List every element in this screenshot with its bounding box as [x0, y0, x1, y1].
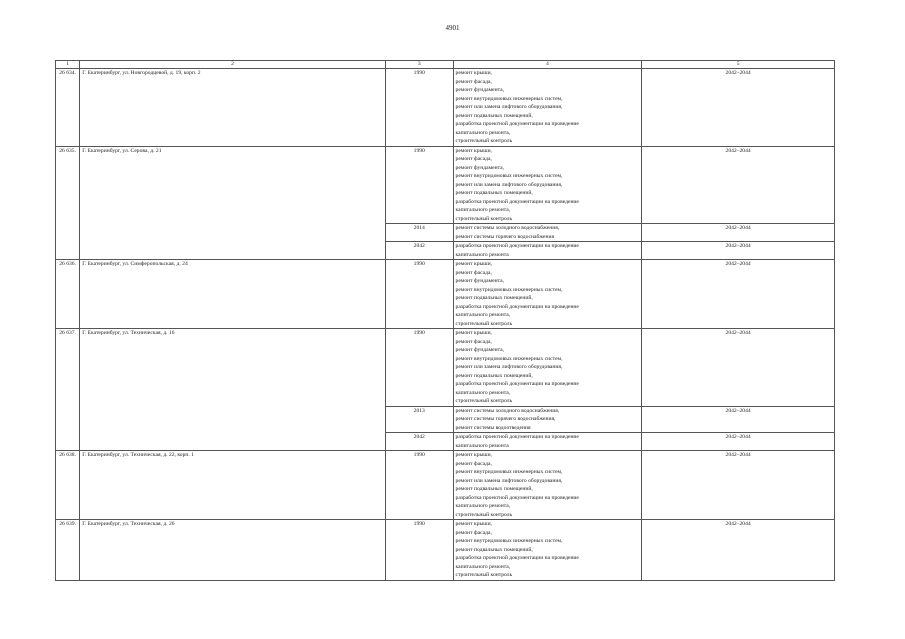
column-header: 5 — [642, 61, 835, 69]
entry-number: 26 636. — [56, 260, 80, 329]
year-cell: 1990 — [385, 520, 453, 581]
column-header: 2 — [80, 61, 386, 69]
work-item: ремонт внутридомовых инженерных систем, — [455, 355, 563, 362]
work-item: капитального ремонта, — [455, 503, 511, 509]
table-row — [56, 451, 835, 520]
work-item: ремонт системы водоотведения — [455, 424, 531, 431]
address-cell: Г. Екатеринбург, ул. Серова, д. 21 — [80, 146, 386, 260]
work-item: ремонт подвальных помещений, — [455, 546, 533, 553]
work-item: строительный контроль — [455, 320, 513, 327]
work-item: ремонт фасада, — [455, 460, 492, 467]
work-item: ремонт фасада, — [455, 156, 492, 162]
work-item: ремонт фасада, — [455, 78, 492, 85]
works-cell — [453, 329, 642, 407]
work-item: ремонт подвальных помещений, — [455, 295, 533, 301]
year-cell: 1990 — [385, 69, 453, 147]
table-row — [56, 520, 835, 581]
work-item: строительный контроль — [455, 215, 513, 222]
work-item: ремонт крыши, — [455, 452, 492, 458]
work-item: ремонт фундамента, — [455, 87, 504, 93]
header-row — [56, 61, 835, 69]
work-item: капитального ремонта, — [455, 129, 511, 136]
works-cell — [453, 406, 642, 433]
work-item: строительный контроль — [455, 398, 513, 404]
work-item: ремонт системы холодного водоснабжения, — [455, 407, 560, 414]
year-cell: 2014 — [385, 224, 453, 242]
address-cell: Г. Екатеринбург, ул. Новгородцевой, д. 19, корп. 2 — [80, 69, 386, 147]
table-row — [56, 146, 835, 224]
work-item: ремонт внутридомовых инженерных систем, — [455, 469, 563, 475]
work-item: ремонт подвальных помещений, — [455, 486, 533, 492]
column-header: 3 — [385, 61, 453, 69]
period-cell: 2042–2044 — [642, 329, 835, 407]
address-cell: Г. Екатеринбург, ул. Техническая, д. 22, корп. 1 — [80, 451, 386, 520]
page-number: 4901 — [445, 24, 460, 32]
work-item: ремонт внутридомовых инженерных систем, — [455, 95, 563, 102]
period-cell: 2042–2044 — [642, 260, 835, 329]
work-item: капитального ремонта, — [455, 207, 511, 213]
table-row — [56, 69, 835, 147]
work-item: ремонт или замена лифтового оборудования, — [455, 104, 563, 110]
table-body — [56, 69, 835, 581]
work-item: ремонт внутридомовых инженерных систем, — [455, 538, 563, 544]
period-cell: 2042–2044 — [642, 433, 835, 451]
year-cell: 2042 — [385, 242, 453, 260]
entry-number: 26 634. — [56, 69, 80, 147]
work-item: ремонт крыши, — [455, 70, 492, 76]
year-cell: 1990 — [385, 329, 453, 407]
work-item: разработка проектной документации на проведение — [455, 243, 579, 249]
work-item: ремонт или замена лифтового оборудования, — [455, 477, 563, 484]
work-item: капитального ремонта, — [455, 389, 511, 396]
work-item: ремонт внутридомовых инженерных систем, — [455, 173, 563, 179]
entry-number: 26 639. — [56, 520, 80, 581]
works-cell — [453, 146, 642, 224]
works-cell — [453, 433, 642, 451]
works-cell — [453, 224, 642, 242]
work-item: ремонт фундамента, — [455, 347, 504, 353]
work-item: капитального ремонта, — [455, 312, 511, 318]
year-cell: 2013 — [385, 406, 453, 433]
work-item: капитального ремонта — [455, 251, 509, 258]
work-item: капитального ремонта, — [455, 563, 511, 570]
work-item: ремонт подвальных помещений, — [455, 190, 533, 196]
work-item: ремонт фасада, — [455, 269, 492, 276]
address-cell: Г. Екатеринбург, ул. Техническая, д. 16 — [80, 329, 386, 451]
work-item: строительный контроль — [455, 572, 513, 578]
work-item: разработка проектной документации на проведение — [455, 303, 579, 310]
work-item: разработка проектной документации на проведение — [455, 494, 579, 501]
work-item: ремонт крыши, — [455, 261, 492, 267]
period-cell: 2042–2044 — [642, 520, 835, 581]
work-item: разработка проектной документации на проведение — [455, 381, 579, 387]
entry-number: 26 635. — [56, 146, 80, 260]
work-item: строительный контроль — [455, 138, 513, 144]
work-item: ремонт фундамента, — [455, 164, 504, 171]
work-item: ремонт системы горячего водоснабжения, — [455, 416, 556, 422]
work-item: ремонт фундамента, — [455, 278, 504, 284]
works-cell — [453, 69, 642, 147]
year-cell: 1990 — [385, 146, 453, 224]
works-cell — [453, 520, 642, 581]
year-cell: 2042 — [385, 433, 453, 451]
entry-number: 26 638. — [56, 451, 80, 520]
work-item: ремонт внутридомовых инженерных систем, — [455, 286, 563, 293]
work-item: ремонт системы горячего водоснабжения — [455, 233, 555, 240]
work-item: ремонт или замена лифтового оборудования, — [455, 364, 563, 370]
table-row — [56, 329, 835, 407]
work-item: капитального ремонта — [455, 442, 509, 449]
work-item: ремонт или замена лифтового оборудования, — [455, 181, 563, 188]
year-cell: 1990 — [385, 451, 453, 520]
works-cell — [453, 242, 642, 260]
work-item: строительный контроль — [455, 511, 513, 518]
work-item: разработка проектной документации на проведение — [455, 121, 579, 127]
work-item: разработка проектной документации на проведение — [455, 198, 579, 205]
work-item: ремонт системы холодного водоснабжения, — [455, 225, 560, 231]
work-item: ремонт крыши, — [455, 147, 492, 154]
work-item: ремонт крыши, — [455, 521, 492, 527]
entry-number: 26 637. — [56, 329, 80, 451]
work-item: ремонт крыши, — [455, 330, 492, 336]
period-cell: 2042–2044 — [642, 242, 835, 260]
table-row — [56, 260, 835, 329]
column-header: 4 — [453, 61, 642, 69]
work-item: ремонт подвальных помещений, — [455, 112, 533, 119]
column-header: 1 — [56, 61, 80, 69]
period-cell: 2042–2044 — [642, 451, 835, 520]
works-cell — [453, 451, 642, 520]
work-item: разработка проектной документации на проведение — [455, 434, 579, 440]
period-cell: 2042–2044 — [642, 146, 835, 224]
address-cell: Г. Екатеринбург, ул. Техническая, д. 26 — [80, 520, 386, 581]
work-item: ремонт подвальных помещений, — [455, 372, 533, 379]
period-cell: 2042–2044 — [642, 69, 835, 147]
work-item: ремонт фасада, — [455, 529, 492, 536]
period-cell: 2042–2044 — [642, 224, 835, 242]
repair-schedule-table — [55, 60, 835, 581]
works-cell — [453, 260, 642, 329]
work-item: ремонт фасада, — [455, 338, 492, 345]
address-cell: Г. Екатеринбург, ул. Симферопольская, д. 24 — [80, 260, 386, 329]
work-item: разработка проектной документации на проведение — [455, 555, 579, 561]
year-cell: 1990 — [385, 260, 453, 329]
period-cell: 2042–2044 — [642, 406, 835, 433]
